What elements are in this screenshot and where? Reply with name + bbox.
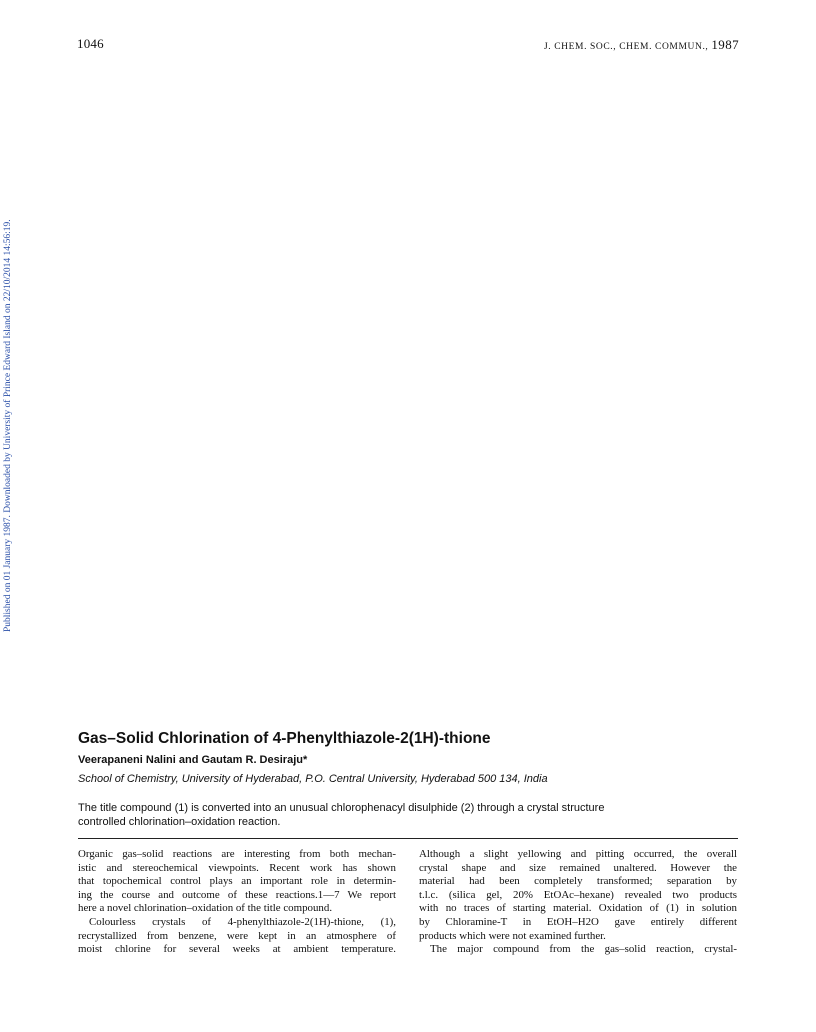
journal-year: 1987 [711, 37, 739, 52]
download-watermark: Published on 01 January 1987. Downloaded by University of Prince Edward Island on 22/10/2014 14:56:19. [3, 219, 13, 632]
body-line: Colourless crystals of 4-phenylthiazole-2(1H)-thione, (1), [89, 915, 396, 928]
article-affiliation: School of Chemistry, University of Hyderabad, P.O. Central University, Hyderabad 500 134, India [78, 773, 548, 785]
body-line: moist chlorine for several weeks at ambient temperature. [78, 943, 396, 956]
body-line: Although a slight yellowing and pitting occurred, the overall [419, 848, 737, 860]
body-line: material had been completely transformed; separation by [419, 875, 737, 888]
abstract-line: The title compound (1) is converted into an unusual chlorophenacyl disulphide (2) through a crystal structure [78, 802, 605, 814]
body-line: Organic gas–solid reactions are interesting from both mechan- [78, 848, 396, 860]
body-line: by Chloramine-T in EtOH–H2O gave entirely different [419, 915, 737, 928]
body-line: istic and stereochemical viewpoints. Recent work has shown [78, 861, 396, 874]
abstract [78, 802, 738, 829]
body-line: that topochemical control plays an important role in determin- [78, 875, 396, 888]
body-line: here a novel chlorination–oxidation of the title compound. [78, 902, 333, 915]
body-line: recrystallized from benzene, were kept in an atmosphere of [78, 929, 396, 942]
article-title: Gas–Solid Chlorination of 4-Phenylthiazole-2(1H)-thione [78, 730, 491, 747]
abstract-line: controlled chlorination–oxidation reaction. [78, 815, 281, 828]
body-line: t.l.c. (silica gel, 20% EtOAc–hexane) revealed two products [419, 888, 737, 901]
journal-header [544, 37, 739, 53]
body-line: The major compound from the gas–solid reaction, crystal- [430, 943, 737, 956]
body-line: ing the course and outcome of these reactions.1—7 We report [78, 888, 396, 901]
article-authors: Veerapaneni Nalini and Gautam R. Desiraju* [78, 754, 308, 766]
section-divider [78, 838, 738, 839]
body-column-right [419, 848, 737, 957]
body-line: products which were not examined further. [419, 929, 606, 942]
body-column-left [78, 848, 396, 957]
body-line: crystal shape and size remained unaltered. However the [419, 861, 737, 874]
page-number: 1046 [77, 36, 104, 51]
journal-name: J. CHEM. SOC., CHEM. COMMUN., [543, 42, 709, 52]
body-line: with no traces of starting material. Oxidation of (1) in solution [419, 902, 737, 915]
